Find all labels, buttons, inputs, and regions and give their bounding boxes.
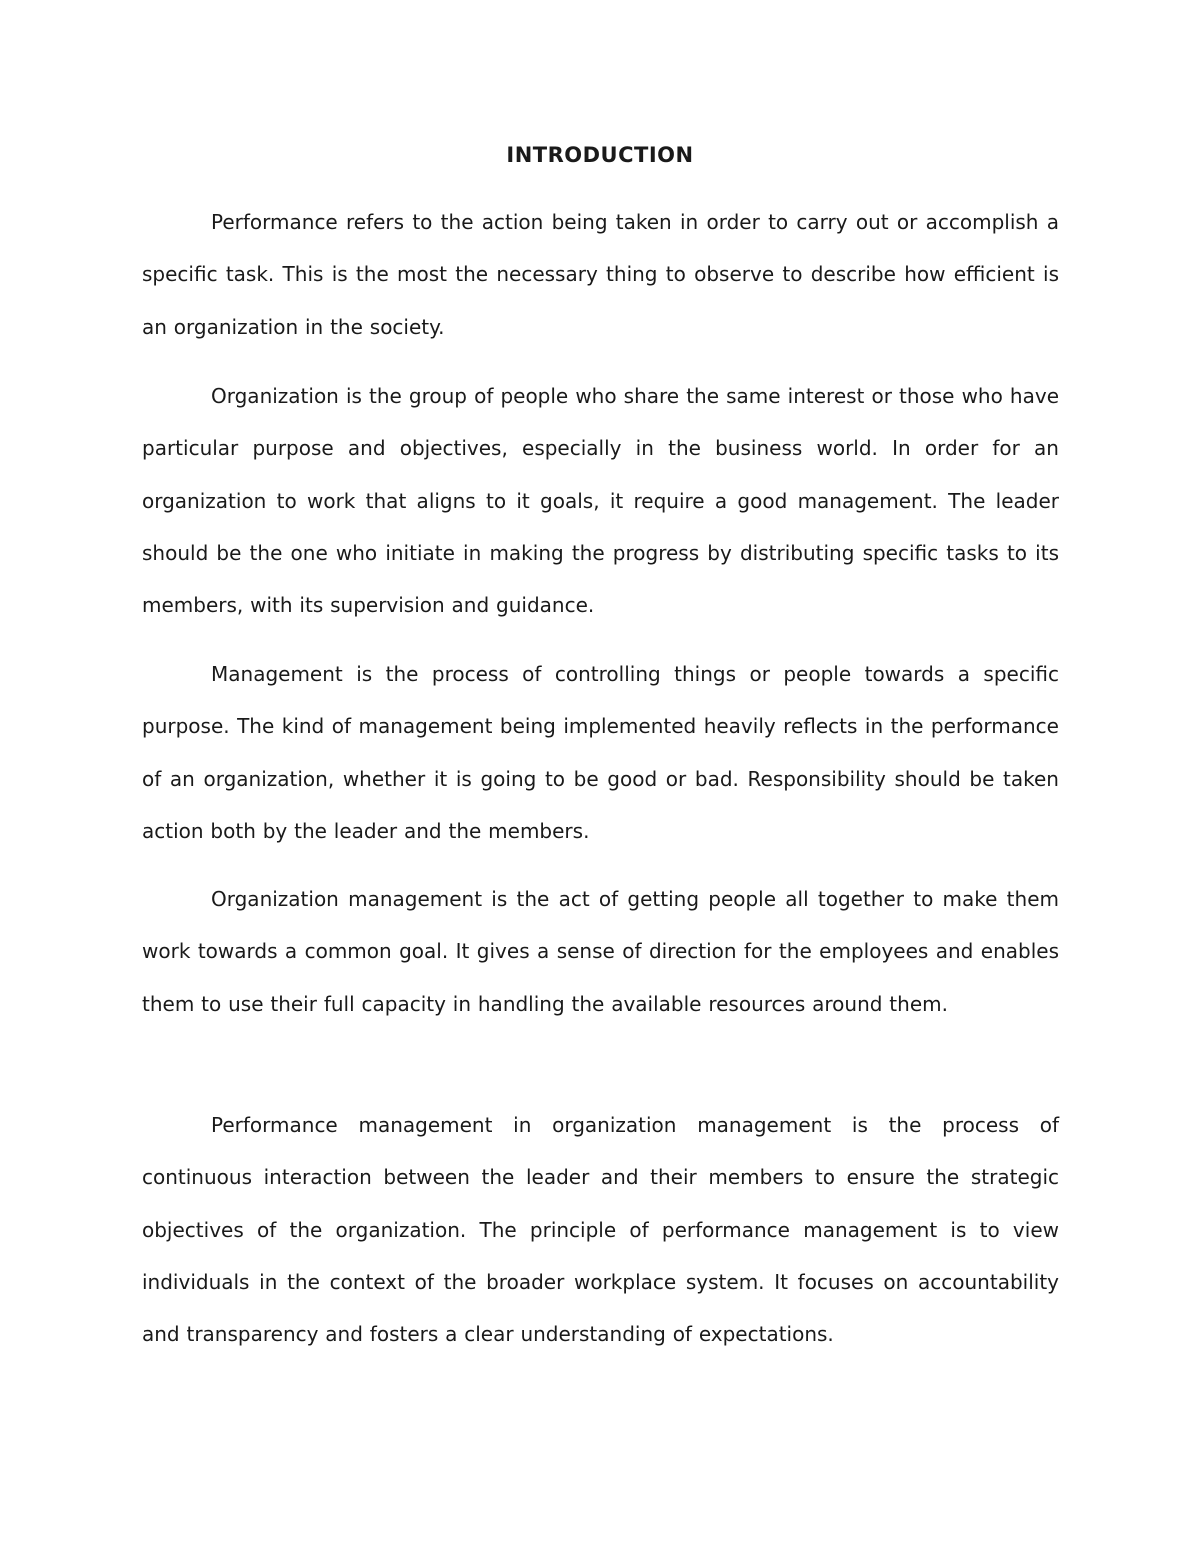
document-title: INTRODUCTION xyxy=(506,143,694,167)
paragraph-organization-management: Organization management is the act of getting people all together to make them work towards a common goal. It gives a sense of direction for the employees and enables them to use their full capacity in handling the available resources around them. xyxy=(142,887,1059,1016)
paragraph-performance-management: Performance management in organization management is the process of continuous interaction between the leader and their members to ensure the strategic objectives of the organization. The principle of performance management is to view individuals in the context of the broader workplace system. It focuses on accountability and transparency and fosters a clear understanding of expectations. xyxy=(142,1113,1059,1347)
paragraph-organization: Organization is the group of people who share the same interest or those who have particular purpose and objectives, especially in the business world. In order for an organization to work that aligns to it goals, it require a good management. The leader should be the one who initiate in making the progress by distributing specific tasks to its members, with its supervision and guidance. xyxy=(142,384,1059,618)
paragraph-performance: Performance refers to the action being taken in order to carry out or accomplish a specific task. This is the most the necessary thing to observe to describe how efficient is an organization in the society. xyxy=(142,210,1059,339)
paragraph-management: Management is the process of controlling things or people towards a specific purpose. The kind of management being implemented heavily reflects in the performance of an organization, whether it is going to be good or bad. Responsibility should be taken action both by the leader and the members. xyxy=(142,662,1059,843)
